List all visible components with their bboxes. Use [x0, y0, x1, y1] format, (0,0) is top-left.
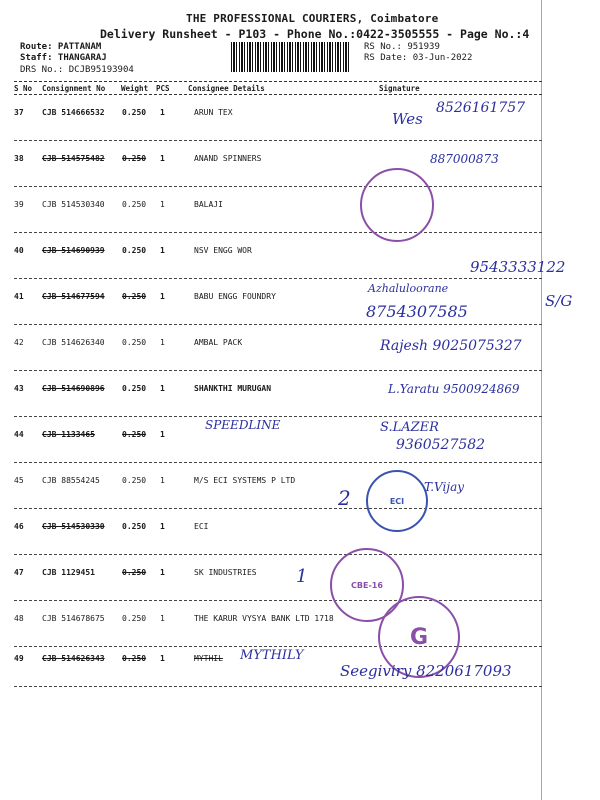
row-consignee: ANAND SPINNERS: [194, 154, 262, 163]
row-consignment: CJB 514575482: [42, 154, 105, 163]
row-sno: 49: [14, 654, 24, 663]
row-consignee: SHANKTHI MURUGAN: [194, 384, 272, 393]
row-sno: 47: [14, 568, 24, 577]
col-signature: Signature: [379, 84, 420, 93]
table-row: [14, 509, 542, 555]
col-sno: S No: [14, 84, 33, 93]
row-consignee: M/S ECI SYSTEMS P LTD: [194, 476, 296, 485]
staff-label: Staff: THANGARAJ: [20, 53, 107, 63]
row-sno: 42: [14, 338, 24, 347]
row-consignment: CJB 514626340: [42, 338, 105, 347]
row-consignment: CJB 514677594: [42, 292, 105, 301]
row-pcs: 1: [160, 246, 165, 255]
handwritten-phone: 8754307585: [366, 302, 468, 321]
row-sno: 41: [14, 292, 24, 301]
row-pcs: 1: [160, 430, 165, 439]
handwritten-sig: Wes: [392, 110, 423, 128]
row-consignment: CJB 1129451: [42, 568, 95, 577]
handwritten-phone: 887000873: [430, 152, 499, 166]
row-sno: 39: [14, 200, 24, 209]
row-sno: 43: [14, 384, 24, 393]
row-weight: 0.250: [122, 292, 147, 301]
row-weight: 0.250: [122, 476, 147, 485]
row-consignment: CJB 514626343: [42, 654, 105, 663]
row-weight: 0.250: [122, 154, 147, 163]
circle-stamp: G: [378, 596, 460, 678]
rs-number: RS No.: 951939: [364, 42, 440, 52]
row-consignment: CJB 514690939: [42, 246, 105, 255]
row-consignee: SK INDUSTRIES: [194, 568, 257, 577]
row-pcs: 1: [160, 568, 165, 577]
row-weight: 0.250: [122, 654, 147, 663]
rs-date: RS Date: 03-Jun-2022: [364, 53, 473, 63]
row-consignment: CJB 514530330: [42, 522, 105, 531]
row-consignee: NSV ENGG WOR: [194, 246, 252, 255]
row-pcs: 1: [160, 154, 165, 163]
row-sno: 37: [14, 108, 24, 117]
header-top-rule: [14, 81, 542, 82]
ink-stamp: [360, 168, 434, 242]
handwritten-number: 2: [338, 486, 351, 510]
row-consignee: BALAJI: [194, 200, 223, 209]
runsheet-title: Delivery Runsheet - P103 - Phone No.:0422-3505555 - Page No.:4: [100, 27, 530, 41]
cbe-stamp: CBE-16: [330, 548, 404, 622]
row-consignee: ARUN TEX: [194, 108, 233, 117]
company-title: THE PROFESSIONAL COURIERS, Coimbatore: [186, 12, 439, 25]
barcode: [231, 42, 351, 72]
table-row: [14, 233, 542, 279]
row-pcs: 1: [160, 338, 165, 347]
drs-number: DRS No.: DCJB95193904: [20, 65, 134, 75]
handwritten-mark: S/G: [545, 292, 573, 310]
row-pcs: 1: [160, 200, 165, 209]
row-consignee: BABU ENGG FOUNDRY: [194, 292, 276, 301]
row-consignment: CJB 88554245: [42, 476, 100, 485]
row-consignment: CJB 514530340: [42, 200, 105, 209]
handwritten-consignee: SPEEDLINE: [205, 418, 281, 432]
row-sno: 45: [14, 476, 24, 485]
handwritten-phone: Seegiviry 8220617093: [340, 662, 512, 680]
row-weight: 0.250: [122, 246, 147, 255]
handwritten-name: Azhaluloorane: [368, 282, 449, 295]
table-row: [14, 555, 542, 601]
row-consignee: ECI: [194, 522, 209, 531]
row-sno: 46: [14, 522, 24, 531]
handwritten-consignee: MYTHILY: [240, 648, 304, 663]
row-pcs: 1: [160, 614, 165, 623]
row-consignment: CJB 1133465: [42, 430, 95, 439]
handwritten-number: 1: [296, 566, 308, 587]
company-stamp: ECI: [366, 470, 428, 532]
row-consignee: THE KARUR VYSYA BANK LTD 1718: [194, 614, 334, 623]
row-weight: 0.250: [122, 338, 147, 347]
col-pcs: PCS: [156, 84, 170, 93]
row-pcs: 1: [160, 654, 165, 663]
handwritten-name: S.LAZER: [380, 420, 439, 435]
row-pcs: 1: [160, 108, 165, 117]
handwritten-phone: 9543333122: [470, 258, 566, 276]
row-consignment: CJB 514678675: [42, 614, 105, 623]
row-sno: 44: [14, 430, 24, 439]
row-weight: 0.250: [122, 200, 147, 209]
row-consignment: CJB 514690896: [42, 384, 105, 393]
row-pcs: 1: [160, 384, 165, 393]
handwritten-phone: 9360527582: [396, 437, 486, 453]
row-weight: 0.250: [122, 568, 147, 577]
handwritten-phone: 8526161757: [436, 100, 526, 116]
route-label: Route: PATTANAM: [20, 42, 102, 52]
row-consignee: MYTHIL: [194, 654, 223, 663]
row-weight: 0.250: [122, 522, 147, 531]
row-weight: 0.250: [122, 430, 147, 439]
handwritten-phone: Rajesh 9025075327: [380, 338, 522, 354]
row-sno: 38: [14, 154, 24, 163]
row-pcs: 1: [160, 522, 165, 531]
col-consignment: Consignment No: [42, 84, 106, 93]
col-weight: Weight: [121, 84, 149, 93]
handwritten-name: T.Vijay: [424, 480, 465, 494]
handwritten-phone: L.Yaratu 9500924869: [388, 382, 520, 396]
row-sno: 48: [14, 614, 24, 623]
row-weight: 0.250: [122, 384, 147, 393]
table-row: [14, 187, 542, 233]
row-consignee: AMBAL PACK: [194, 338, 243, 347]
row-sno: 40: [14, 246, 24, 255]
row-pcs: 1: [160, 476, 165, 485]
col-details: Consignee Details: [188, 84, 265, 93]
row-weight: 0.250: [122, 108, 147, 117]
row-weight: 0.250: [122, 614, 147, 623]
row-pcs: 1: [160, 292, 165, 301]
row-consignment: CJB 514666532: [42, 108, 105, 117]
